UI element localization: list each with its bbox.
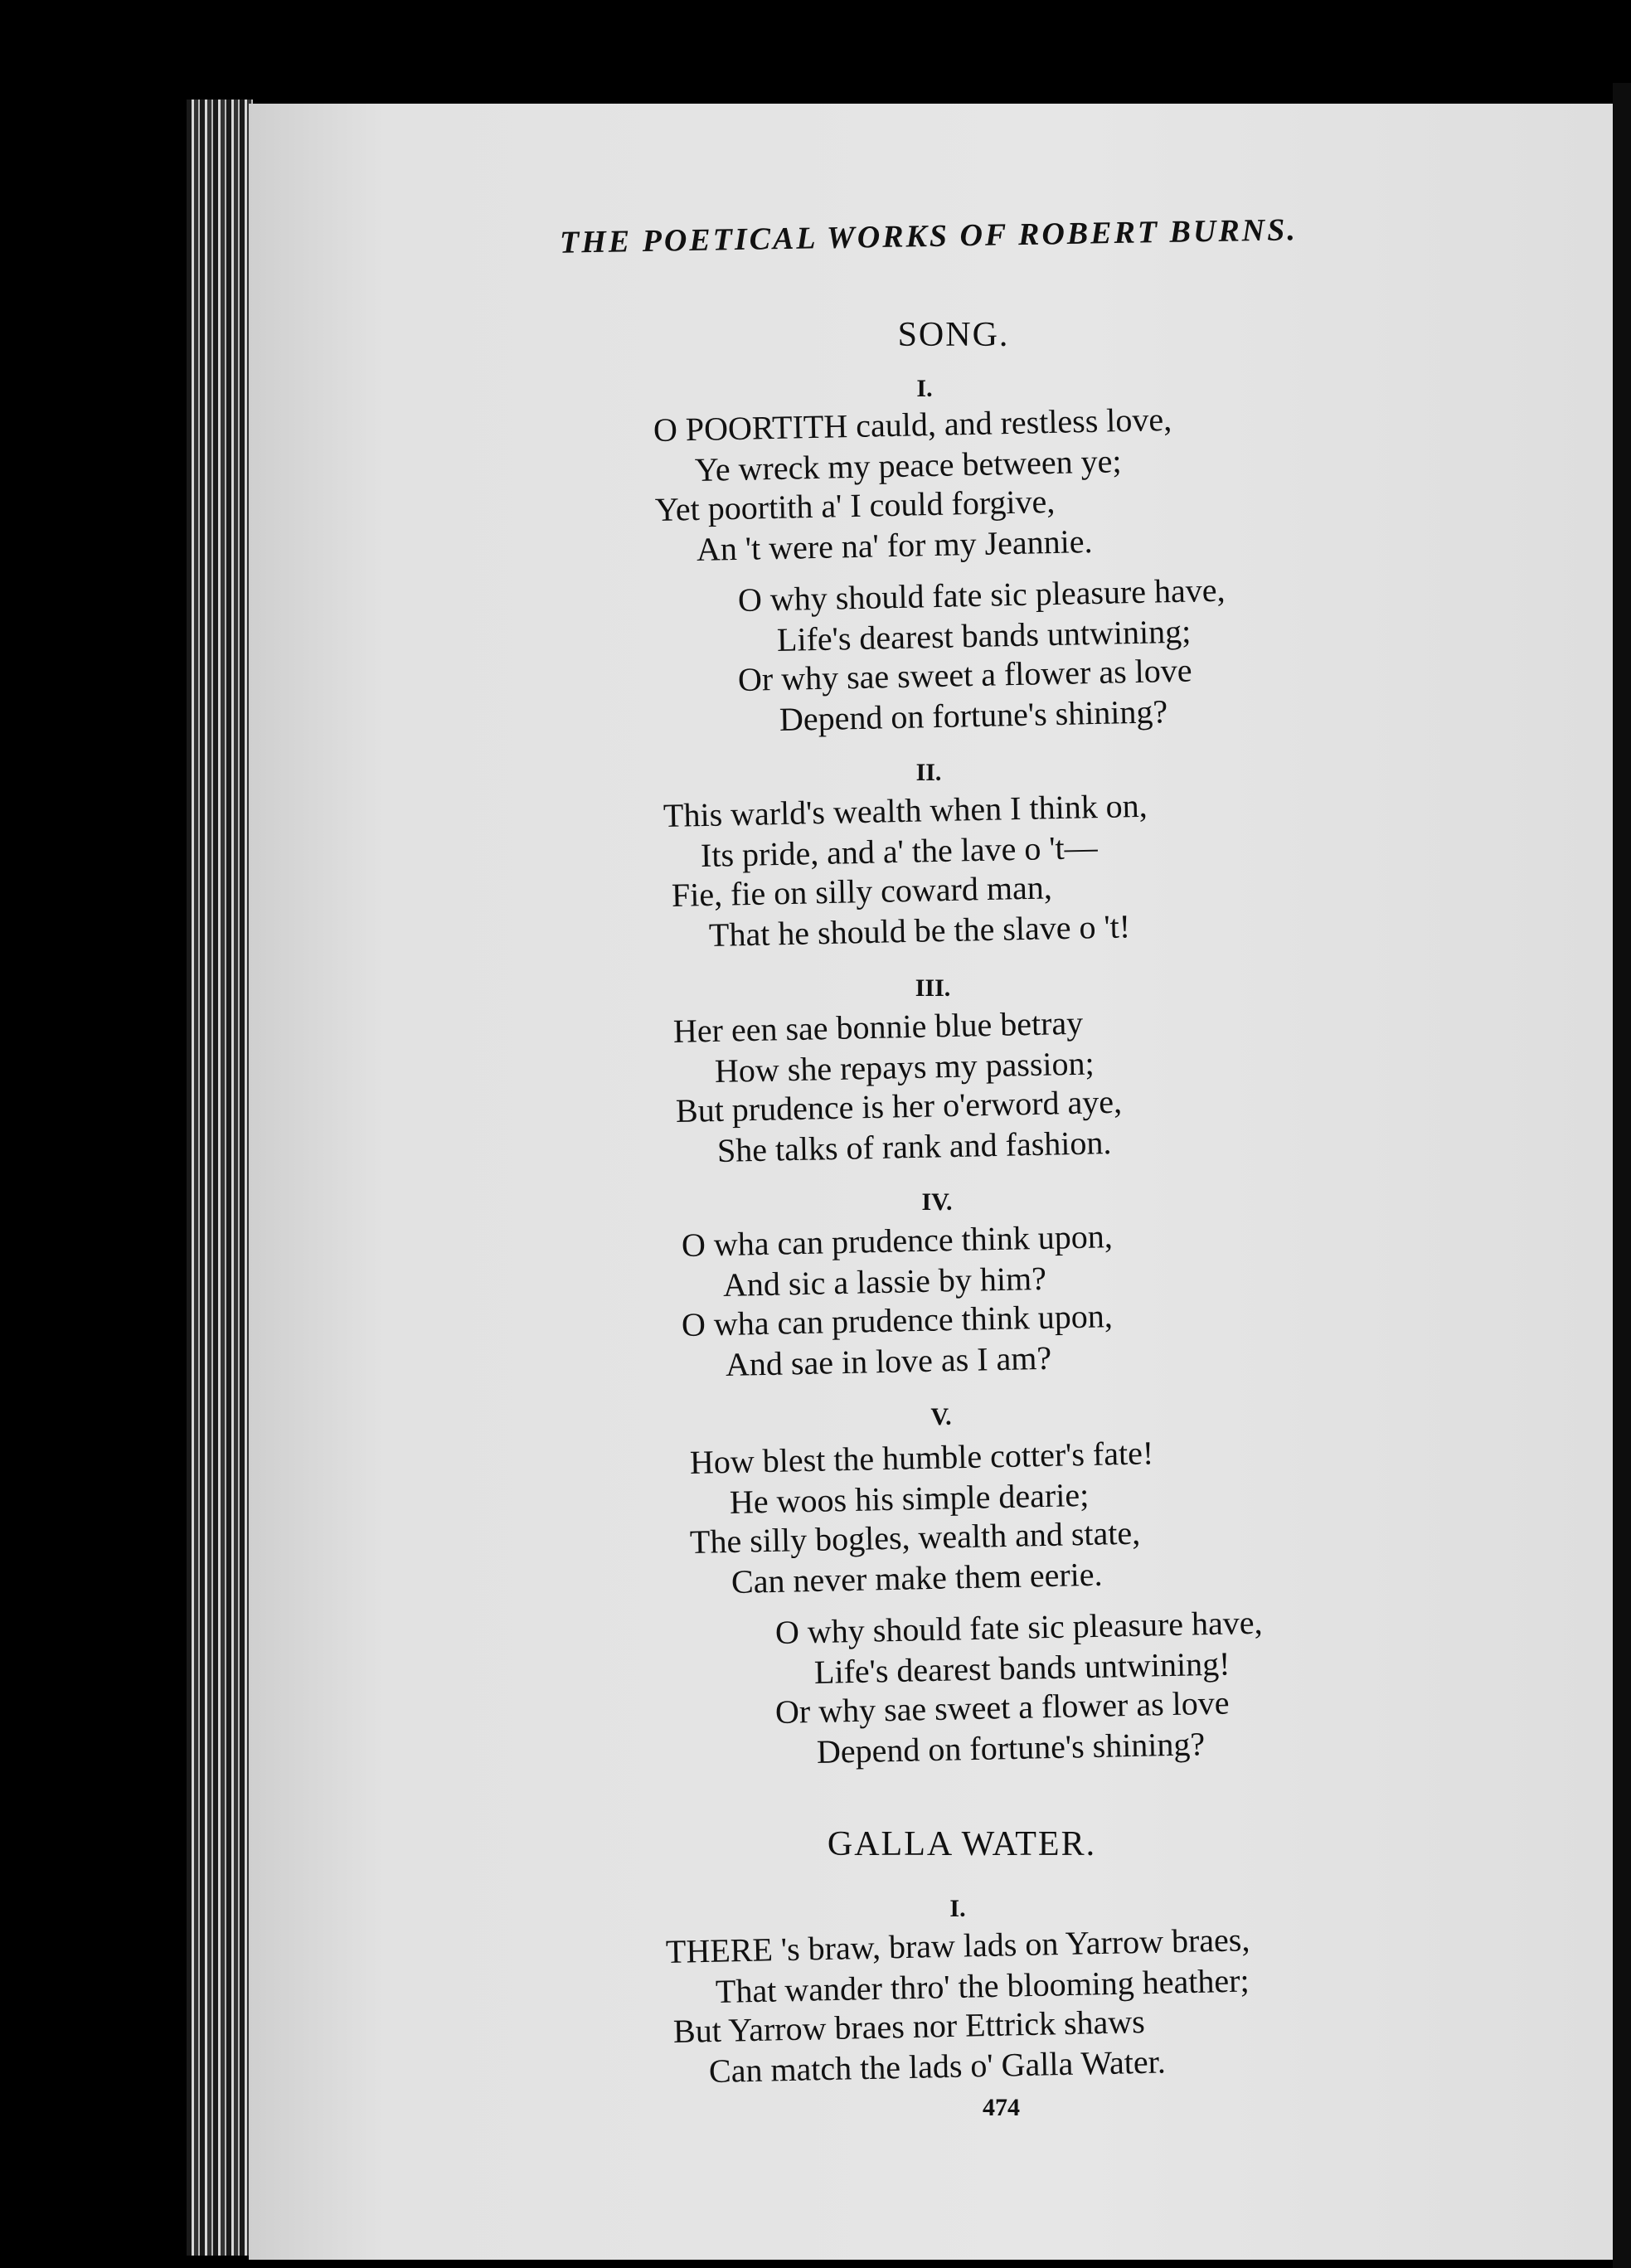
- running-head: THE POETICAL WORKS OF ROBERT BURNS.: [559, 212, 1298, 260]
- refrain-line: O why should fate sic pleasure have,: [774, 1603, 1263, 1651]
- stanza-numeral-2: II.: [915, 759, 942, 786]
- galla-water-numeral: I.: [949, 1895, 966, 1922]
- poem-line: How blest the humble cotter's fate!: [689, 1434, 1154, 1481]
- page-right-edge: [1613, 83, 1631, 2268]
- poem-line: O wha can prudence think upon,: [681, 1217, 1114, 1264]
- refrain-line: O why should fate sic pleasure have,: [737, 571, 1226, 619]
- poem-line: She talks of rank and fashion.: [716, 1124, 1112, 1169]
- poem-line: But Yarrow braes nor Ettrick shaws: [672, 2003, 1146, 2050]
- poem-line: Can never make them eerie.: [731, 1555, 1103, 1600]
- galla-water-title: GALLA WATER.: [827, 1825, 1097, 1863]
- stanza-numeral-3: III.: [915, 974, 951, 1002]
- poem-line: Fie, fie on silly coward man,: [671, 868, 1053, 914]
- refrain-line: Life's dearest bands untwining!: [813, 1644, 1231, 1691]
- book-spine-edges: [187, 100, 253, 2256]
- poem-line: And sic a lassie by him?: [722, 1259, 1047, 1304]
- poem-line: And sae in love as I am?: [725, 1338, 1052, 1383]
- poem-line: THERE 's braw, braw lads on Yarrow braes,: [665, 1921, 1250, 1970]
- poem-line: O POORTITH cauld, and restless love,: [653, 400, 1172, 449]
- poem-line: Its pride, and a' the lave o 't—: [700, 828, 1099, 874]
- poem-line: How she repays my passion;: [714, 1044, 1095, 1090]
- refrain-line: Depend on fortune's shining?: [779, 692, 1168, 738]
- refrain-line: Depend on fortune's shining?: [816, 1725, 1206, 1770]
- poem-line: Can match the lads o' Galla Water.: [708, 2042, 1167, 2090]
- song-title: SONG.: [897, 316, 1010, 354]
- poem-line: O wha can prudence think upon,: [681, 1297, 1114, 1343]
- poem-line: This warld's wealth when I think on,: [663, 786, 1148, 834]
- refrain-line: Or why sae sweet a flower as love: [774, 1683, 1230, 1731]
- poem-line: Yet poortith a' I could forgive,: [654, 482, 1056, 528]
- poem-line: He woos his simple dearie;: [729, 1475, 1090, 1521]
- poem-line: An 't were na' for my Jeannie.: [696, 522, 1093, 568]
- poem-line: That wander thro' the blooming heather;: [715, 1961, 1250, 2010]
- poem-line: Ye wreck my peace between ye;: [694, 442, 1122, 488]
- poem-line: But prudence is her o'erword aye,: [675, 1082, 1123, 1129]
- poem-line: The silly bogles, wealth and state,: [689, 1513, 1141, 1561]
- refrain-line: Or why sae sweet a flower as love: [737, 651, 1192, 698]
- poem-line: Her een sae bonnie blue betray: [672, 1003, 1084, 1050]
- refrain-line: Life's dearest bands untwining;: [776, 612, 1192, 658]
- stanza-numeral-1: I.: [916, 375, 933, 402]
- stanza-numeral-4: IV.: [921, 1188, 953, 1216]
- page-number: 474: [983, 2094, 1020, 2121]
- stanza-numeral-5: V.: [930, 1403, 952, 1430]
- poem-line: That he should be the slave o 't!: [708, 907, 1131, 954]
